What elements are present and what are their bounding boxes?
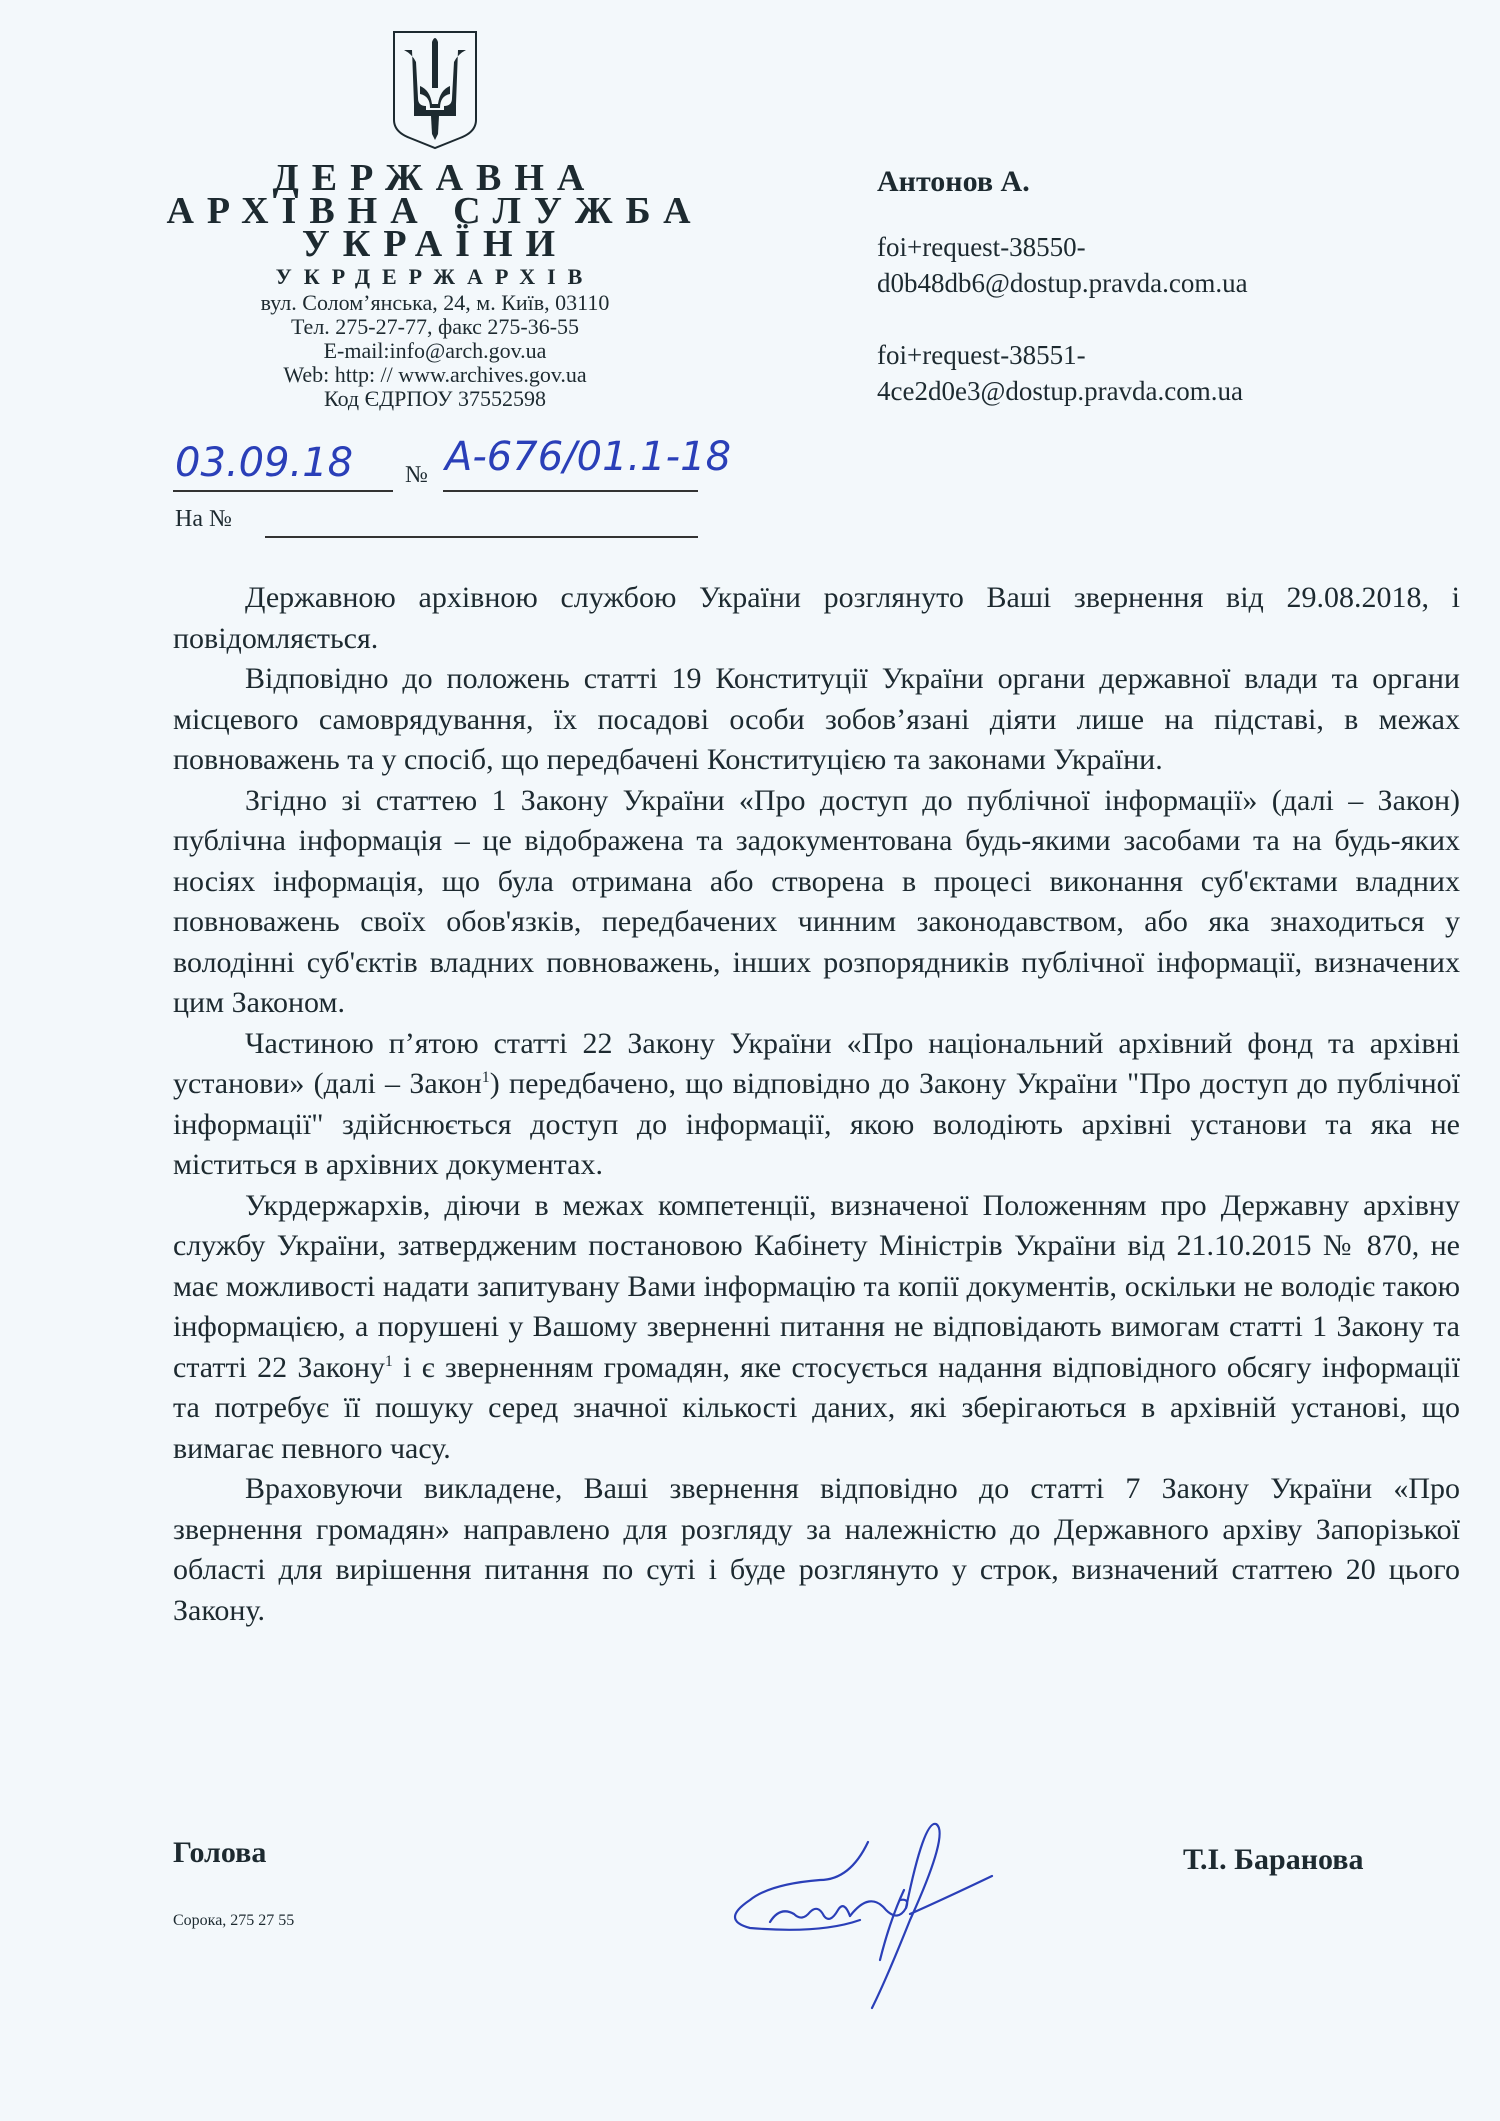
letter-body bbox=[173, 578, 1460, 1631]
handwritten-number: А-676/01.1-18 bbox=[445, 434, 732, 480]
paragraph-6: Враховуючи викладене, Ваші звернення відповідно до статті 7 Закону України «Про звернення громадян» направлено для розгляду за належністю до Державного архіву Запорізької області для вирішення питання по суті і буде розглянуто у строк, визначений статтею 20 цього Закону. bbox=[173, 1472, 1460, 1627]
reply-to-underline bbox=[265, 536, 698, 538]
paragraph-4-part-b: ) передбачено, що відповідно до Закону України "Про доступ до публічної інформації" здійснюється доступ до інформації, якою володіють архівні установи та яка не міститься в архівних документах. bbox=[173, 1067, 1461, 1181]
paragraph-4 bbox=[173, 1024, 1460, 1186]
addressee-email-1: foi+request-38550-d0b48db6@dostup.pravda.com.ua bbox=[877, 232, 1248, 298]
number-label: № bbox=[405, 462, 428, 488]
agency-code: Код ЄДРПОУ 37552598 bbox=[323, 386, 547, 411]
addressee-name: Антонов А. bbox=[877, 165, 1030, 198]
agency-name-line1: ДЕРЖАВНА bbox=[272, 157, 598, 199]
agency-website: Web: http: // www.archives.gov.ua bbox=[283, 362, 587, 387]
coat-of-arms-icon bbox=[390, 28, 480, 152]
footnote-mark: 1 bbox=[481, 1069, 490, 1086]
paragraph-1: Державною архівною службою України розглянуто Ваші звернення від 29.08.2018, і повідомляється. bbox=[173, 581, 1460, 655]
addressee-block bbox=[877, 165, 1437, 445]
paragraph-4-part-a: Частиною п’ятою статті 22 Закону України «Про національний архівний фонд та архівні установи» (далі – Закон bbox=[173, 1026, 1460, 1100]
agency-address: вул. Солом’янська, 24, м. Київ, 03110 bbox=[260, 290, 610, 315]
agency-email: E-mail:info@arch.gov.ua bbox=[323, 338, 547, 363]
addressee-email-2: foi+request-38551-4ce2d0e3@dostup.pravda.com.ua bbox=[877, 340, 1244, 406]
handwritten-date: 03.09.18 bbox=[175, 440, 354, 486]
footnote-mark: 1 bbox=[384, 1352, 393, 1370]
agency-phone: Тел. 275-27-77, факс 275-36-55 bbox=[290, 314, 580, 339]
agency-abbreviation: УКРДЕРЖАРХІВ bbox=[275, 264, 595, 289]
executor-contact: Сорока, 275 27 55 bbox=[173, 1912, 295, 1929]
agency-name-line3: УКРАЇНИ bbox=[301, 223, 569, 265]
number-underline bbox=[443, 490, 698, 492]
paragraph-2: Відповідно до положень статті 19 Конституції України органи державної влади та органи місцевого самоврядування, їх посадові особи зобов’язані діяти лише на підставі, в межах повноважень та у спосіб, що передбачені Конституцією та законами України. bbox=[173, 662, 1460, 776]
date-underline bbox=[173, 490, 393, 492]
paragraph-5-part-b: і є зверненням громадян, яке стосується надання відповідного обсягу інформації та потребує її пошуку серед значної кількості даних, які зберігаються в архівній установі, що вимагає певного часу. bbox=[173, 1350, 1460, 1465]
paragraph-3: Згідно зі статтею 1 Закону України «Про доступ до публічної інформації» (далі – Закон) публічна інформація – це відображена та задокументована будь-якими засобами та на будь-яких носіях інформація, що була отримана або створена в процесі виконання суб'єктами владних повноважень своїх обов'язків, передбачених чинним законодавством, або яка знаходиться у володінні суб'єктів владних повноважень, інших розпорядників публічної інформації, визначених цим Законом. bbox=[173, 783, 1460, 1019]
agency-letterhead bbox=[160, 157, 710, 411]
signatory-name: Т.І. Баранова bbox=[1183, 1843, 1364, 1876]
agency-name-line2: АРХІВНА СЛУЖБА bbox=[166, 190, 704, 232]
paragraph-5 bbox=[173, 1186, 1460, 1470]
registration-block bbox=[173, 434, 893, 550]
signatory-title: Голова bbox=[173, 1836, 267, 1869]
paragraph-5-part-a: Укрдержархів, діючи в межах компетенції, визначеної Положенням про Державну архівну службу України, затвердженим постановою Кабінету Міністрів України від 21.10.2015 № 870, не має можливості надати запитувану Вами інформацію та копії документів, оскільки не володіє такою інформацією, а порушені у Вашому зверненні питання не відповідають вимогам статті 1 Закону та статті 22 Закону bbox=[173, 1188, 1460, 1384]
reply-to-label: На № bbox=[175, 506, 232, 532]
handwritten-signature bbox=[710, 1810, 1110, 2010]
